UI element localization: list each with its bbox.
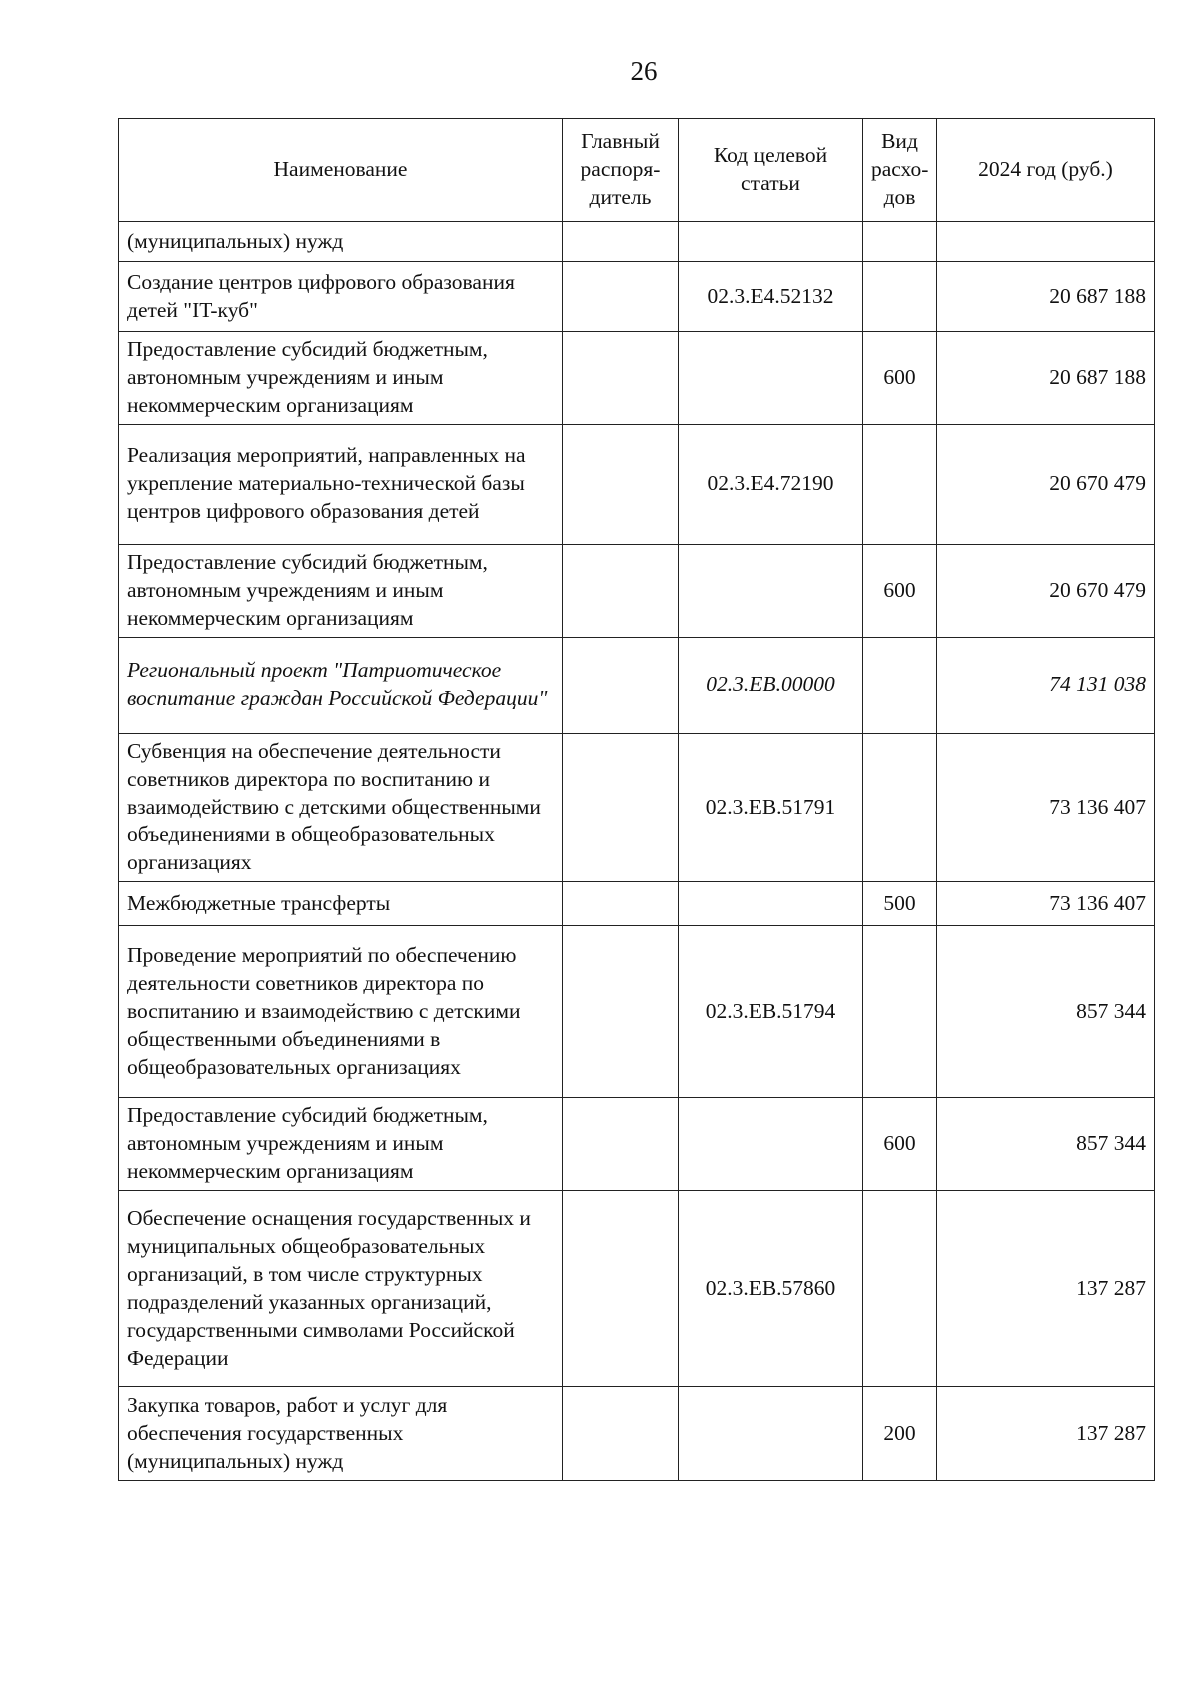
cell-name: Предоставление субсидий бюджетным, автономным учреждениям и иным некоммерческим организациям (119, 544, 563, 637)
cell-amount: 857 344 (937, 1098, 1155, 1191)
cell-admin (563, 1098, 679, 1191)
cell-amount: 73 136 407 (937, 882, 1155, 926)
cell-type: 600 (863, 332, 937, 425)
table-row (119, 1098, 1155, 1191)
page-number: 26 (630, 56, 658, 86)
cell-amount: 137 287 (937, 1387, 1155, 1481)
cell-code (679, 882, 863, 926)
cell-amount: 20 670 479 (937, 544, 1155, 637)
cell-amount: 74 131 038 (937, 637, 1155, 733)
cell-code (679, 1387, 863, 1481)
table-row (119, 733, 1155, 882)
cell-amount (937, 222, 1155, 262)
cell-type: 600 (863, 1098, 937, 1191)
cell-admin (563, 733, 679, 882)
cell-code (679, 222, 863, 262)
cell-name: Межбюджетные трансферты (119, 882, 563, 926)
cell-amount: 20 687 188 (937, 332, 1155, 425)
cell-code: 02.3.ЕВ.51791 (679, 733, 863, 882)
cell-type (863, 637, 937, 733)
budget-table (118, 118, 1155, 1481)
cell-type (863, 1191, 937, 1387)
cell-type (863, 222, 937, 262)
cell-amount: 857 344 (937, 926, 1155, 1098)
cell-type (863, 262, 937, 332)
cell-code: 02.3.Е4.72190 (679, 424, 863, 544)
table-row (119, 1387, 1155, 1481)
cell-name: Создание центров цифрового образования детей "IT-куб" (119, 262, 563, 332)
header-type: Вид расхо-дов (863, 119, 937, 222)
table-row (119, 882, 1155, 926)
cell-code: 02.3.ЕВ.57860 (679, 1191, 863, 1387)
header-code: Код целевой статьи (679, 119, 863, 222)
cell-type (863, 424, 937, 544)
cell-code: 02.3.ЕВ.00000 (679, 637, 863, 733)
cell-code (679, 544, 863, 637)
cell-name: (муниципальных) нужд (119, 222, 563, 262)
cell-type (863, 926, 937, 1098)
cell-admin (563, 424, 679, 544)
table-row (119, 222, 1155, 262)
cell-admin (563, 1191, 679, 1387)
cell-name: Обеспечение оснащения государственных и муниципальных общеобразовательных организаций, в том числе структурных подразделений указанных организаций, государственными символами Российской Федерации (119, 1191, 563, 1387)
cell-amount: 20 670 479 (937, 424, 1155, 544)
cell-code: 02.3.ЕВ.51794 (679, 926, 863, 1098)
cell-admin (563, 926, 679, 1098)
cell-name: Проведение мероприятий по обеспечению деятельности советников директора по воспитанию и взаимодействию с детскими общественными объединениями в общеобразовательных организациях (119, 926, 563, 1098)
cell-type: 200 (863, 1387, 937, 1481)
cell-admin (563, 544, 679, 637)
table-row (119, 637, 1155, 733)
cell-name: Предоставление субсидий бюджетным, автономным учреждениям и иным некоммерческим организациям (119, 1098, 563, 1191)
table-body (119, 222, 1155, 1481)
cell-admin (563, 882, 679, 926)
table-row (119, 332, 1155, 425)
cell-name: Реализация мероприятий, направленных на укрепление материально-технической базы центров цифрового образования детей (119, 424, 563, 544)
cell-name: Предоставление субсидий бюджетным, автономным учреждениям и иным некоммерческим организациям (119, 332, 563, 425)
cell-name: Региональный проект "Патриотическое воспитание граждан Российской Федерации" (119, 637, 563, 733)
cell-type: 500 (863, 882, 937, 926)
cell-code (679, 1098, 863, 1191)
cell-type (863, 733, 937, 882)
cell-amount: 20 687 188 (937, 262, 1155, 332)
table-header-row (119, 119, 1155, 222)
header-amount: 2024 год (руб.) (937, 119, 1155, 222)
cell-code (679, 332, 863, 425)
table-row (119, 926, 1155, 1098)
header-admin: Главный распоря-дитель (563, 119, 679, 222)
header-name: Наименование (119, 119, 563, 222)
cell-admin (563, 637, 679, 733)
cell-admin (563, 332, 679, 425)
cell-admin (563, 222, 679, 262)
table-row (119, 424, 1155, 544)
cell-admin (563, 262, 679, 332)
cell-name: Субвенция на обеспечение деятельности советников директора по воспитанию и взаимодействию с детскими общественными объединениями в общеобразовательных организациях (119, 733, 563, 882)
cell-code: 02.3.Е4.52132 (679, 262, 863, 332)
table-row (119, 262, 1155, 332)
cell-type: 600 (863, 544, 937, 637)
cell-admin (563, 1387, 679, 1481)
table-row (119, 544, 1155, 637)
cell-name: Закупка товаров, работ и услуг для обеспечения государственных (муниципальных) нужд (119, 1387, 563, 1481)
table-row (119, 1191, 1155, 1387)
cell-amount: 73 136 407 (937, 733, 1155, 882)
cell-amount: 137 287 (937, 1191, 1155, 1387)
